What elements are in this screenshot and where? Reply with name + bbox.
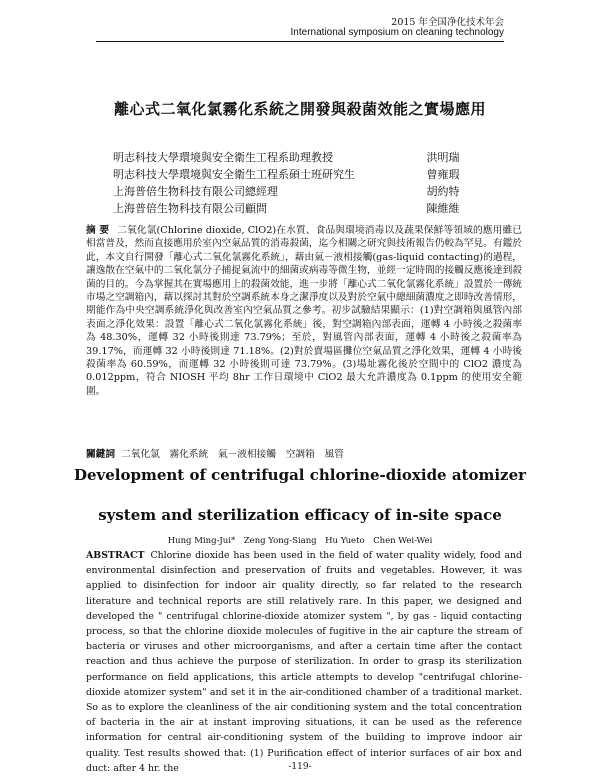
author-affiliation: 上海普倍生物科技有限公司顧問 [113, 202, 267, 215]
header-conference-en: International symposium on cleaning technology [290, 27, 504, 38]
abstract-cn-text: 二氧化氯(Chlorine dioxide, ClO2)在水質、食品與環境消毒以及蔬果保鮮等領域的應用雖已相當普及，然而直接應用於室內空氣品質的消毒殺菌，迄今相關之研究與技術報告仍較為罕見。有鑑於此，本文自行開發「離心式二氧化氯霧化系統」，藉由氣－液相接觸(gas-liquid contacting)的過程，讓逸散在空氣中的二氧化氯分子捕捉氣流中的細菌或病毒等微生物，並經一定時間的接觸反應後達到殺菌的目的。今為掌握其在實場應用上的殺菌效能，進一步將「離心式二氧化氯霧化系統」設置於一傳統市場之空調箱內，藉以探討其對於空調系統本身之潔淨度以及對於空氣中總細菌濃度之即時改善情形，期能作為中央空調系統淨化與改善室內空氣品質之參考。初步試驗結果顯示：(1)對空調箱與風管內部表面之淨化效果：設置「離心式二氧化氯霧化系統」後，對空調箱內部表面，運轉 4 小時後之殺菌率為 48.30%，運轉 32 小時後則達 73.79%；至於，對風管內部表面，運轉 4 小時後之殺菌率為 39.17%，而運轉 32 小時後則達 71.18%。(2)對於賣場區攤位空氣品質之淨化效果，運轉 4 小時後殺菌率為 60.59%，而運轉 32 小時後則可達 73.79%。(3)場址霧化後於空間中的 ClO2 濃度為 0.012ppm，符合 NIOSH 平均 8hr 工作日環境中 ClO2 最大允許濃度為 0.1ppm 的使用安全範圍。 [86, 225, 522, 397]
author-row [113, 149, 473, 166]
keywords-cn-label: 關鍵詞 [86, 449, 116, 460]
author-name: 洪明瑞 [426, 151, 460, 164]
title-cn: 離心式二氧化氯霧化系統之開發與殺菌效能之實場應用 [113, 100, 486, 118]
title-en: Development of centrifugal chlorine-dioxide atomizer system and sterilization efficacy of in-site space [73, 466, 527, 524]
author-affiliation: 上海普倍生物科技有限公司總經理 [113, 185, 278, 198]
abstract-en-text: Chlorine dioxide has been used in the field of water quality widely, food and environmental disinfection and preservation of fruits and vegetables. However, it was applied to disinfection for indoor air quality directly, so far related to the research literature and technical reports are still relatively rare. In this paper, we designed and developed the " centrifugal chlorine-dioxide atomizer system ", by gas - liquid contacting process, so that the chlorine dioxide molecules of fugitive in the air capture the stream of bacteria or viruses and other microorganisms, and after a certain time after the contact reaction and thus achieve the purpose of sterilization. In order to grasp its sterilization performance on field applications, this article attempts to develop "centrifugal chlorine-dioxide atomizer system" and set it in the air-conditioned chamber of a traditional market. So as to explore the cleanliness of the air conditioning system and the total concentration of bacteria in the air at instant improving situations, it can be used as the reference information for central air-conditioning system of the building to improve indoor air quality. Test results showed that: (1) Purification effect of interior surfaces of air box and duct: after 4 hr. the [86, 550, 522, 774]
author-row [113, 166, 473, 183]
keywords-cn-text: 二氧化氯 霧化系統 氣－液相接觸 空調箱 風管 [121, 449, 344, 460]
author-affiliation: 明志科技大學環境與安全衛生工程系助理教授 [113, 151, 333, 164]
abstract-cn-label: 摘 要 [86, 225, 110, 236]
author-row [113, 183, 473, 200]
header-conference-cn: 2015 年全国净化技术年会 [391, 17, 504, 28]
author-name: 曾雍瑕 [426, 168, 460, 181]
abstract-en-label: ABSTRACT [86, 550, 145, 561]
abstract-en [86, 548, 522, 776]
abstract-cn [86, 224, 522, 398]
author-affiliation: 明志科技大學環境與安全衛生工程系碩士班研究生 [113, 168, 355, 181]
header-rule [96, 41, 504, 42]
author-name: 胡約特 [426, 185, 460, 198]
page-number: -119- [288, 762, 312, 772]
authors-cn [113, 149, 473, 217]
author-name: 陳維維 [426, 202, 460, 215]
authors-en: Hung Ming-Jui* Zeng Yong-Siang Hu Yueto Chen Wei-Wei [167, 536, 433, 546]
author-row [113, 200, 473, 217]
